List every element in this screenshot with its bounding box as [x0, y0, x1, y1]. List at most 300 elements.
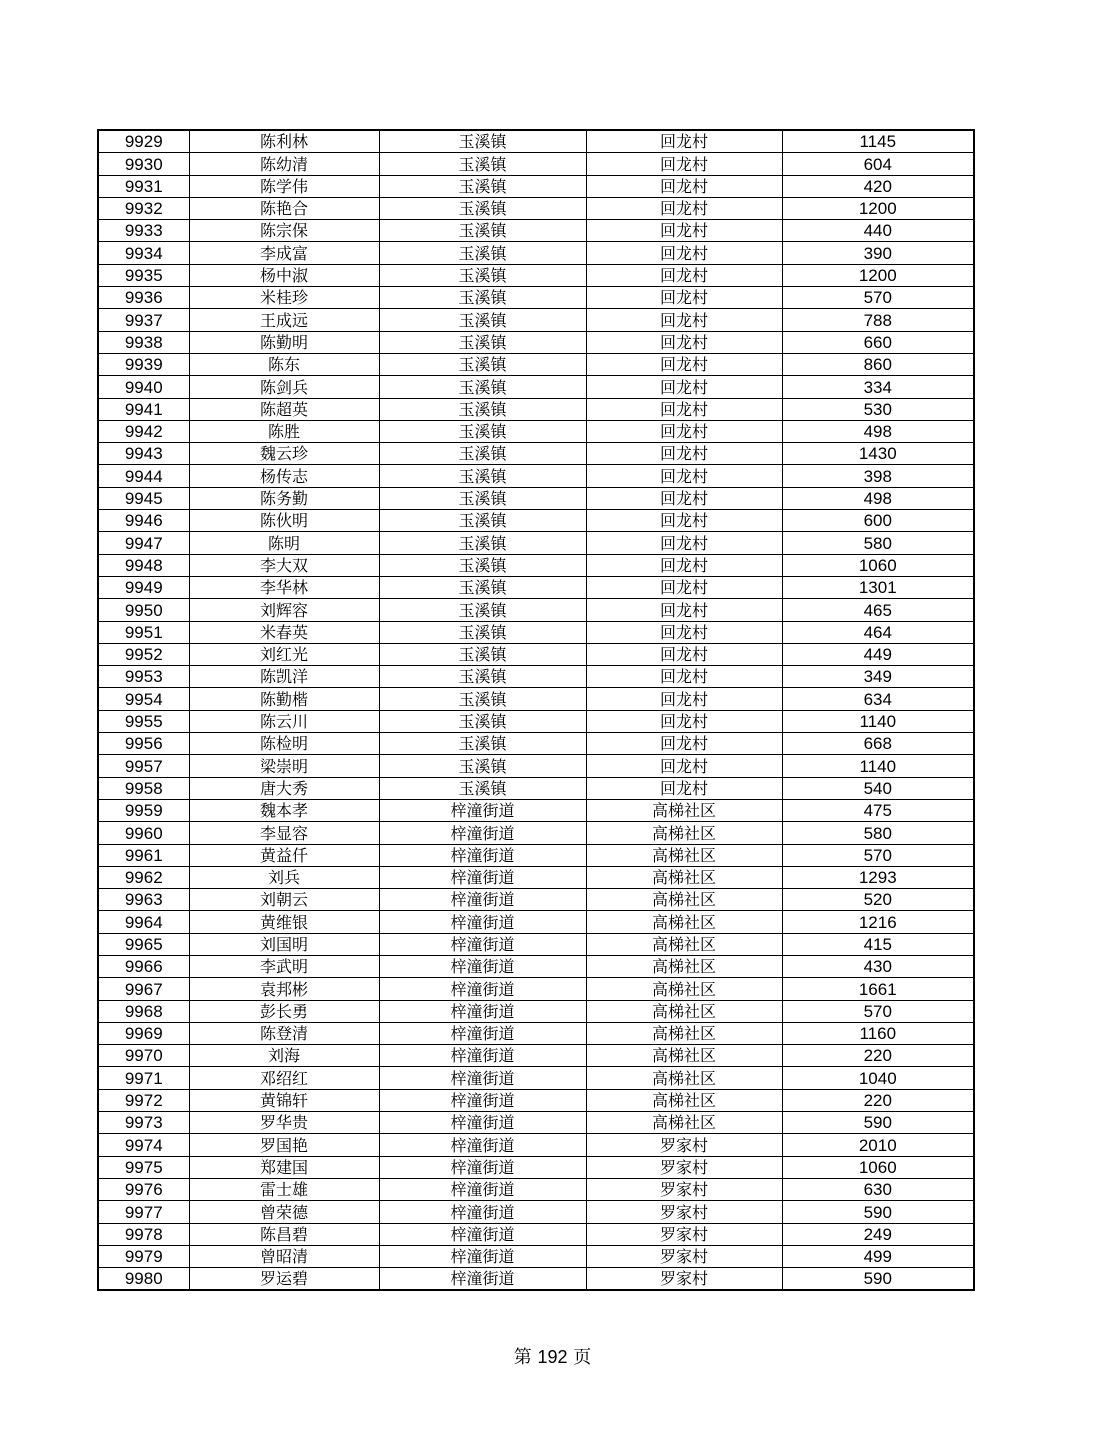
cell-village: 罗家村	[586, 1201, 782, 1223]
cell-id: 9932	[98, 197, 189, 219]
table-row	[98, 331, 974, 353]
table-row	[98, 398, 974, 420]
cell-id: 9934	[98, 242, 189, 264]
cell-village: 回龙村	[586, 420, 782, 442]
cell-name: 米春英	[189, 621, 379, 643]
cell-name: 魏云珍	[189, 443, 379, 465]
cell-town: 梓潼街道	[379, 1268, 586, 1291]
cell-id: 9960	[98, 822, 189, 844]
cell-id: 9929	[98, 130, 189, 153]
cell-amount: 1661	[782, 978, 974, 1000]
cell-amount: 1145	[782, 130, 974, 153]
cell-id: 9950	[98, 599, 189, 621]
data-table-container	[97, 129, 973, 1291]
cell-town: 梓潼街道	[379, 1089, 586, 1111]
cell-town: 梓潼街道	[379, 1223, 586, 1245]
cell-village: 高梯社区	[586, 955, 782, 977]
table-row	[98, 978, 974, 1000]
cell-id: 9972	[98, 1089, 189, 1111]
cell-name: 陈明	[189, 532, 379, 554]
cell-village: 回龙村	[586, 443, 782, 465]
cell-village: 回龙村	[586, 733, 782, 755]
cell-amount: 420	[782, 175, 974, 197]
cell-id: 9964	[98, 911, 189, 933]
cell-town: 梓潼街道	[379, 1000, 586, 1022]
cell-name: 王成远	[189, 309, 379, 331]
cell-id: 9967	[98, 978, 189, 1000]
cell-id: 9933	[98, 220, 189, 242]
cell-village: 回龙村	[586, 576, 782, 598]
table-row	[98, 576, 974, 598]
cell-amount: 1430	[782, 443, 974, 465]
cell-id: 9969	[98, 1022, 189, 1044]
cell-village: 回龙村	[586, 197, 782, 219]
cell-name: 陈检明	[189, 733, 379, 755]
cell-id: 9958	[98, 777, 189, 799]
table-row	[98, 1201, 974, 1223]
cell-amount: 570	[782, 844, 974, 866]
cell-name: 刘国明	[189, 933, 379, 955]
cell-town: 玉溪镇	[379, 331, 586, 353]
cell-id: 9943	[98, 443, 189, 465]
cell-town: 玉溪镇	[379, 510, 586, 532]
table-row	[98, 1112, 974, 1134]
cell-name: 罗国艳	[189, 1134, 379, 1156]
cell-village: 高梯社区	[586, 1067, 782, 1089]
cell-town: 玉溪镇	[379, 710, 586, 732]
cell-id: 9973	[98, 1112, 189, 1134]
table-row	[98, 710, 974, 732]
cell-village: 高梯社区	[586, 1045, 782, 1067]
cell-town: 玉溪镇	[379, 242, 586, 264]
cell-town: 玉溪镇	[379, 554, 586, 576]
cell-town: 梓潼街道	[379, 955, 586, 977]
cell-id: 9945	[98, 487, 189, 509]
cell-amount: 475	[782, 799, 974, 821]
cell-amount: 430	[782, 955, 974, 977]
cell-amount: 634	[782, 688, 974, 710]
cell-name: 李华林	[189, 576, 379, 598]
cell-name: 陈学伟	[189, 175, 379, 197]
cell-amount: 788	[782, 309, 974, 331]
cell-id: 9938	[98, 331, 189, 353]
table-row	[98, 666, 974, 688]
cell-village: 回龙村	[586, 353, 782, 375]
cell-name: 陈云川	[189, 710, 379, 732]
cell-village: 回龙村	[586, 242, 782, 264]
cell-name: 米桂珍	[189, 287, 379, 309]
cell-id: 9961	[98, 844, 189, 866]
table-row	[98, 465, 974, 487]
cell-village: 回龙村	[586, 621, 782, 643]
table-row	[98, 1178, 974, 1200]
table-row	[98, 443, 974, 465]
cell-town: 梓潼街道	[379, 866, 586, 888]
cell-village: 高梯社区	[586, 822, 782, 844]
cell-id: 9975	[98, 1156, 189, 1178]
cell-town: 玉溪镇	[379, 621, 586, 643]
cell-id: 9937	[98, 309, 189, 331]
cell-village: 高梯社区	[586, 1089, 782, 1111]
page-footer	[0, 1343, 1105, 1369]
cell-amount: 415	[782, 933, 974, 955]
table-row	[98, 175, 974, 197]
cell-id: 9936	[98, 287, 189, 309]
cell-id: 9956	[98, 733, 189, 755]
cell-amount: 580	[782, 532, 974, 554]
cell-id: 9944	[98, 465, 189, 487]
cell-village: 回龙村	[586, 755, 782, 777]
cell-village: 罗家村	[586, 1223, 782, 1245]
cell-town: 玉溪镇	[379, 755, 586, 777]
cell-name: 陈务勤	[189, 487, 379, 509]
cell-village: 回龙村	[586, 643, 782, 665]
cell-id: 9935	[98, 264, 189, 286]
table-row	[98, 1134, 974, 1156]
cell-amount: 1293	[782, 866, 974, 888]
cell-village: 回龙村	[586, 398, 782, 420]
cell-id: 9974	[98, 1134, 189, 1156]
table-row	[98, 1045, 974, 1067]
cell-name: 杨传志	[189, 465, 379, 487]
cell-town: 梓潼街道	[379, 1178, 586, 1200]
cell-name: 梁崇明	[189, 755, 379, 777]
cell-id: 9948	[98, 554, 189, 576]
cell-name: 雷士雄	[189, 1178, 379, 1200]
cell-village: 回龙村	[586, 331, 782, 353]
cell-amount: 334	[782, 376, 974, 398]
cell-town: 梓潼街道	[379, 911, 586, 933]
cell-name: 陈昌碧	[189, 1223, 379, 1245]
cell-id: 9965	[98, 933, 189, 955]
cell-village: 回龙村	[586, 264, 782, 286]
cell-name: 陈凯洋	[189, 666, 379, 688]
cell-name: 曾昭清	[189, 1245, 379, 1267]
cell-name: 刘海	[189, 1045, 379, 1067]
page-number: 192	[537, 1347, 568, 1367]
cell-village: 高梯社区	[586, 933, 782, 955]
cell-town: 梓潼街道	[379, 1112, 586, 1134]
cell-amount: 449	[782, 643, 974, 665]
cell-name: 陈艳合	[189, 197, 379, 219]
cell-amount: 465	[782, 599, 974, 621]
cell-id: 9946	[98, 510, 189, 532]
cell-town: 玉溪镇	[379, 287, 586, 309]
page-footer-prefix: 第	[513, 1347, 532, 1368]
cell-town: 玉溪镇	[379, 309, 586, 331]
table-row	[98, 955, 974, 977]
cell-id: 9947	[98, 532, 189, 554]
cell-village: 回龙村	[586, 599, 782, 621]
cell-town: 梓潼街道	[379, 799, 586, 821]
cell-town: 玉溪镇	[379, 733, 586, 755]
cell-amount: 1216	[782, 911, 974, 933]
cell-town: 玉溪镇	[379, 465, 586, 487]
cell-amount: 540	[782, 777, 974, 799]
cell-town: 玉溪镇	[379, 666, 586, 688]
cell-amount: 498	[782, 420, 974, 442]
cell-name: 李显容	[189, 822, 379, 844]
cell-name: 罗运碧	[189, 1268, 379, 1291]
cell-amount: 1301	[782, 576, 974, 598]
cell-id: 9949	[98, 576, 189, 598]
cell-village: 高梯社区	[586, 1000, 782, 1022]
table-row	[98, 1223, 974, 1245]
table-row	[98, 844, 974, 866]
table-row	[98, 799, 974, 821]
cell-town: 玉溪镇	[379, 153, 586, 175]
cell-name: 黄益仟	[189, 844, 379, 866]
table-row	[98, 733, 974, 755]
cell-amount: 590	[782, 1201, 974, 1223]
table-row	[98, 242, 974, 264]
cell-id: 9952	[98, 643, 189, 665]
table-row	[98, 532, 974, 554]
cell-id: 9942	[98, 420, 189, 442]
table-row	[98, 287, 974, 309]
table-row	[98, 309, 974, 331]
cell-id: 9930	[98, 153, 189, 175]
cell-village: 回龙村	[586, 465, 782, 487]
cell-town: 玉溪镇	[379, 264, 586, 286]
table-row	[98, 755, 974, 777]
cell-village: 高梯社区	[586, 1022, 782, 1044]
cell-town: 玉溪镇	[379, 688, 586, 710]
cell-amount: 499	[782, 1245, 974, 1267]
cell-town: 玉溪镇	[379, 532, 586, 554]
cell-town: 梓潼街道	[379, 933, 586, 955]
cell-village: 罗家村	[586, 1268, 782, 1291]
page-footer-suffix: 页	[573, 1347, 592, 1368]
cell-amount: 590	[782, 1112, 974, 1134]
cell-name: 刘红光	[189, 643, 379, 665]
table-row	[98, 1156, 974, 1178]
cell-name: 魏本孝	[189, 799, 379, 821]
cell-town: 梓潼街道	[379, 1201, 586, 1223]
cell-name: 陈剑兵	[189, 376, 379, 398]
cell-id: 9931	[98, 175, 189, 197]
cell-amount: 604	[782, 153, 974, 175]
cell-name: 曾荣德	[189, 1201, 379, 1223]
cell-id: 9970	[98, 1045, 189, 1067]
cell-village: 回龙村	[586, 175, 782, 197]
cell-name: 邓绍红	[189, 1067, 379, 1089]
cell-town: 玉溪镇	[379, 398, 586, 420]
cell-name: 黄维银	[189, 911, 379, 933]
cell-town: 梓潼街道	[379, 822, 586, 844]
cell-town: 玉溪镇	[379, 576, 586, 598]
table-row	[98, 777, 974, 799]
cell-amount: 249	[782, 1223, 974, 1245]
cell-name: 陈登清	[189, 1022, 379, 1044]
cell-amount: 1060	[782, 1156, 974, 1178]
cell-town: 梓潼街道	[379, 1067, 586, 1089]
cell-amount: 440	[782, 220, 974, 242]
cell-id: 9979	[98, 1245, 189, 1267]
cell-amount: 1140	[782, 710, 974, 732]
cell-amount: 570	[782, 1000, 974, 1022]
cell-amount: 1200	[782, 264, 974, 286]
cell-village: 回龙村	[586, 666, 782, 688]
table-row	[98, 889, 974, 911]
table-row	[98, 1245, 974, 1267]
cell-town: 玉溪镇	[379, 197, 586, 219]
cell-amount: 668	[782, 733, 974, 755]
cell-village: 罗家村	[586, 1134, 782, 1156]
table-row	[98, 1022, 974, 1044]
cell-amount: 1140	[782, 755, 974, 777]
table-row	[98, 153, 974, 175]
table-row	[98, 621, 974, 643]
cell-name: 刘兵	[189, 866, 379, 888]
cell-amount: 580	[782, 822, 974, 844]
cell-town: 玉溪镇	[379, 376, 586, 398]
cell-amount: 570	[782, 287, 974, 309]
cell-village: 回龙村	[586, 510, 782, 532]
cell-id: 9980	[98, 1268, 189, 1291]
cell-village: 高梯社区	[586, 911, 782, 933]
table-row	[98, 1268, 974, 1291]
cell-town: 玉溪镇	[379, 777, 586, 799]
table-row	[98, 599, 974, 621]
cell-village: 回龙村	[586, 153, 782, 175]
cell-town: 玉溪镇	[379, 443, 586, 465]
cell-amount: 1160	[782, 1022, 974, 1044]
cell-amount: 520	[782, 889, 974, 911]
table-row	[98, 197, 974, 219]
table-row	[98, 643, 974, 665]
cell-village: 回龙村	[586, 130, 782, 153]
cell-id: 9939	[98, 353, 189, 375]
table-row	[98, 822, 974, 844]
cell-town: 梓潼街道	[379, 1134, 586, 1156]
table-row	[98, 353, 974, 375]
cell-amount: 349	[782, 666, 974, 688]
cell-id: 9940	[98, 376, 189, 398]
cell-name: 陈勤楷	[189, 688, 379, 710]
cell-village: 罗家村	[586, 1156, 782, 1178]
data-table	[97, 129, 975, 1291]
cell-amount: 398	[782, 465, 974, 487]
cell-amount: 1200	[782, 197, 974, 219]
cell-id: 9954	[98, 688, 189, 710]
cell-id: 9968	[98, 1000, 189, 1022]
table-row	[98, 866, 974, 888]
cell-village: 高梯社区	[586, 844, 782, 866]
table-row	[98, 688, 974, 710]
cell-id: 9971	[98, 1067, 189, 1089]
cell-amount: 220	[782, 1089, 974, 1111]
cell-village: 高梯社区	[586, 866, 782, 888]
cell-village: 回龙村	[586, 532, 782, 554]
cell-town: 玉溪镇	[379, 175, 586, 197]
cell-amount: 1040	[782, 1067, 974, 1089]
cell-town: 玉溪镇	[379, 353, 586, 375]
cell-amount: 220	[782, 1045, 974, 1067]
table-row	[98, 130, 974, 153]
table-row	[98, 1089, 974, 1111]
cell-name: 刘朝云	[189, 889, 379, 911]
table-row	[98, 554, 974, 576]
table-row	[98, 1067, 974, 1089]
cell-id: 9976	[98, 1178, 189, 1200]
cell-town: 玉溪镇	[379, 420, 586, 442]
cell-id: 9953	[98, 666, 189, 688]
cell-amount: 498	[782, 487, 974, 509]
cell-name: 唐大秀	[189, 777, 379, 799]
cell-village: 罗家村	[586, 1245, 782, 1267]
cell-village: 回龙村	[586, 554, 782, 576]
cell-name: 陈利林	[189, 130, 379, 153]
cell-name: 陈勤明	[189, 331, 379, 353]
table-row	[98, 510, 974, 532]
table-row	[98, 1000, 974, 1022]
cell-town: 玉溪镇	[379, 643, 586, 665]
cell-id: 9963	[98, 889, 189, 911]
cell-name: 李成富	[189, 242, 379, 264]
table-row	[98, 220, 974, 242]
table-row	[98, 264, 974, 286]
cell-village: 高梯社区	[586, 889, 782, 911]
cell-village: 高梯社区	[586, 1112, 782, 1134]
cell-village: 高梯社区	[586, 978, 782, 1000]
cell-village: 回龙村	[586, 287, 782, 309]
cell-name: 李武明	[189, 955, 379, 977]
table-row	[98, 933, 974, 955]
cell-town: 玉溪镇	[379, 487, 586, 509]
cell-amount: 530	[782, 398, 974, 420]
cell-name: 郑建国	[189, 1156, 379, 1178]
cell-name: 陈幼清	[189, 153, 379, 175]
cell-id: 9959	[98, 799, 189, 821]
cell-amount: 600	[782, 510, 974, 532]
cell-name: 袁邦彬	[189, 978, 379, 1000]
cell-name: 黄锦轩	[189, 1089, 379, 1111]
cell-name: 陈东	[189, 353, 379, 375]
cell-town: 梓潼街道	[379, 844, 586, 866]
cell-amount: 2010	[782, 1134, 974, 1156]
cell-amount: 660	[782, 331, 974, 353]
cell-id: 9951	[98, 621, 189, 643]
table-row	[98, 487, 974, 509]
cell-village: 回龙村	[586, 376, 782, 398]
table-row	[98, 420, 974, 442]
cell-name: 陈胜	[189, 420, 379, 442]
cell-id: 9957	[98, 755, 189, 777]
cell-town: 梓潼街道	[379, 1156, 586, 1178]
cell-id: 9978	[98, 1223, 189, 1245]
cell-village: 回龙村	[586, 777, 782, 799]
table-row	[98, 376, 974, 398]
cell-id: 9962	[98, 866, 189, 888]
cell-village: 回龙村	[586, 688, 782, 710]
cell-town: 梓潼街道	[379, 1245, 586, 1267]
cell-name: 罗华贵	[189, 1112, 379, 1134]
cell-amount: 390	[782, 242, 974, 264]
table-row	[98, 911, 974, 933]
cell-name: 李大双	[189, 554, 379, 576]
cell-village: 回龙村	[586, 710, 782, 732]
cell-village: 罗家村	[586, 1178, 782, 1200]
cell-town: 玉溪镇	[379, 220, 586, 242]
cell-name: 陈宗保	[189, 220, 379, 242]
cell-name: 陈超英	[189, 398, 379, 420]
cell-village: 回龙村	[586, 309, 782, 331]
cell-village: 高梯社区	[586, 799, 782, 821]
cell-amount: 590	[782, 1268, 974, 1291]
cell-town: 玉溪镇	[379, 130, 586, 153]
cell-amount: 630	[782, 1178, 974, 1200]
